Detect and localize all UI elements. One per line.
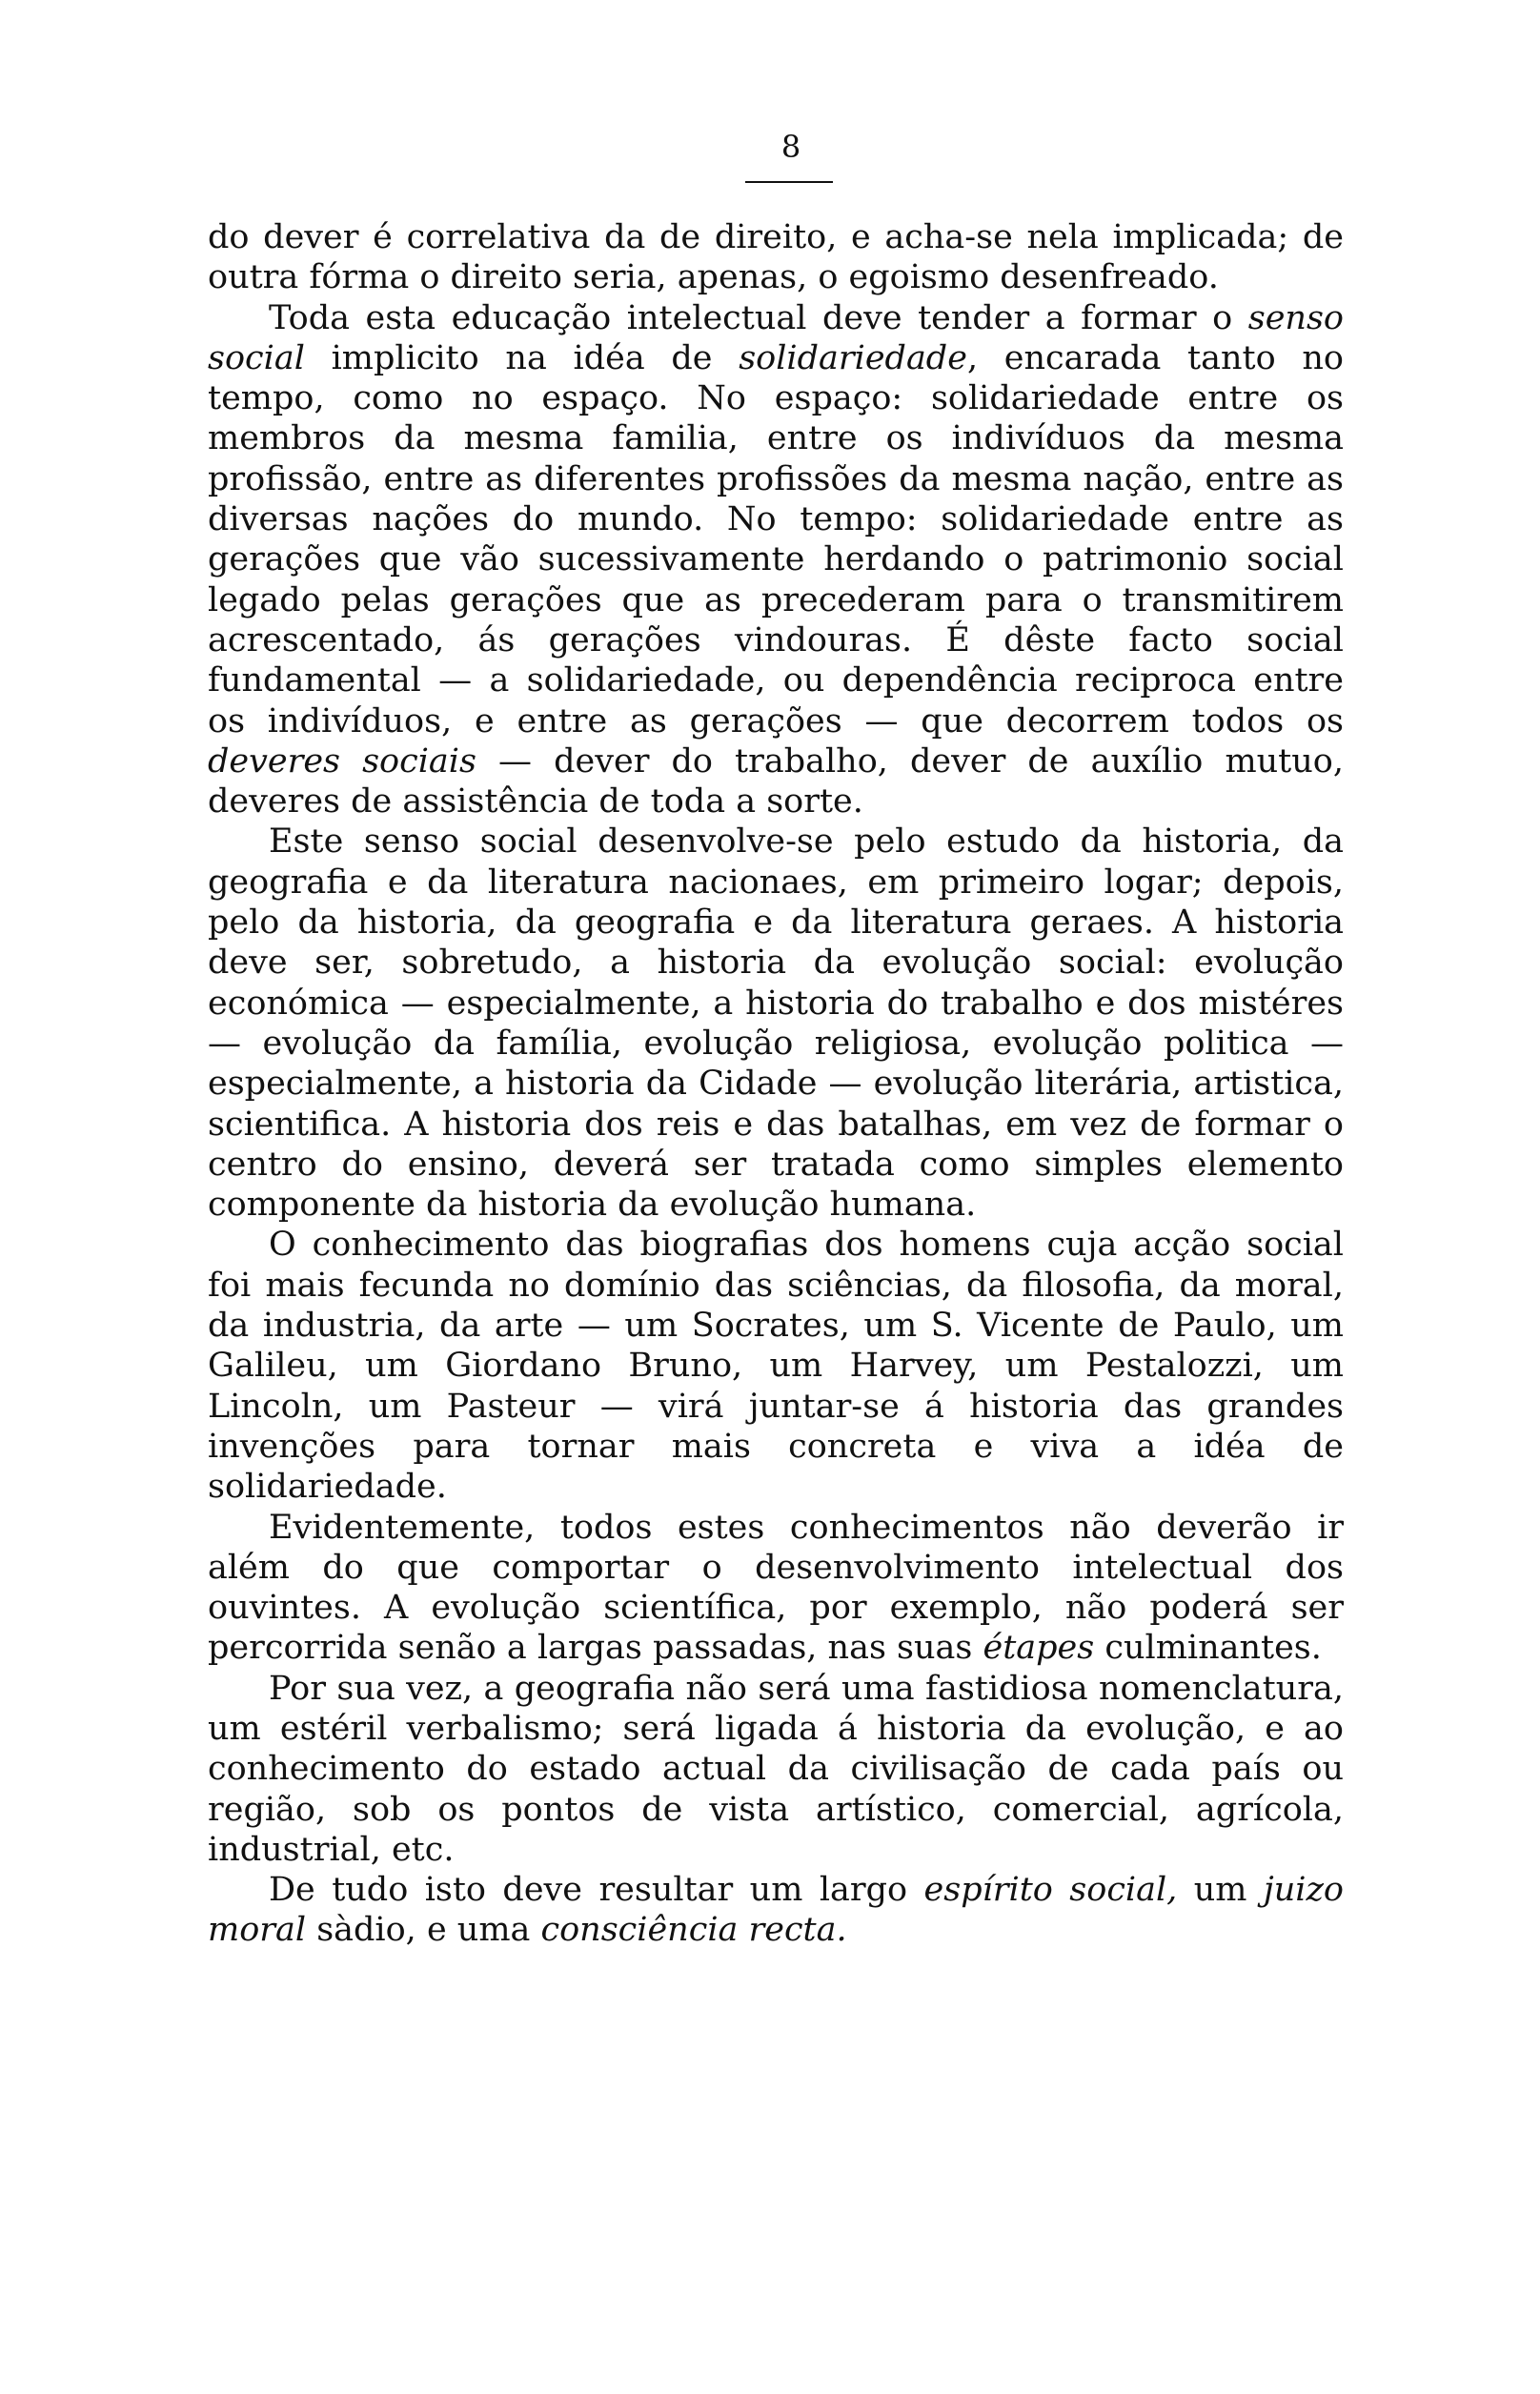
page-number: 8 — [780, 129, 801, 165]
italic-text: deveres sociais — [208, 741, 476, 781]
header-rule — [745, 181, 833, 183]
text-span: De tudo isto deve resultar um largo — [269, 1871, 924, 1910]
text-span: do dever é correlativa da de direito, e acha-se nela implicada; de outra fórma o direito seria, apenas, o egoismo desenfreado. — [208, 218, 1344, 297]
paragraph — [208, 822, 1344, 1225]
italic-text: senso social — [208, 298, 1344, 377]
italic-text: solidariedade — [739, 338, 967, 377]
italic-text: étapes — [983, 1629, 1095, 1668]
italic-text: juizo moral — [208, 1871, 1344, 1950]
paragraph — [208, 1508, 1344, 1669]
text-span: sàdio, e uma — [306, 1911, 541, 1950]
text-span: culminantes. — [1094, 1629, 1322, 1668]
paragraph — [208, 1669, 1344, 1870]
text-span: implicito na idéa de — [304, 338, 740, 377]
text-span: Por sua vez, a geografia não será uma fastidiosa nomenclatura, um estéril verbalismo; será ligada á historia da evolução, e ao conhecimento do estado actual da civilisação de cada país ou região, sob os pontos de vista artístico, comercial, agrícola, industrial, etc. — [208, 1669, 1344, 1869]
text-span: — dever do trabalho, dever de auxílio mutuo, deveres de assistência de toda a sorte. — [208, 741, 1344, 822]
text-span: Evidentemente, todos estes conhecimentos não deverão ir além do que comportar o desenvolvimento intelectual dos ouvintes. A evolução scientífica, por exemplo, não poderá ser percorrida senão a largas passadas, nas suas — [208, 1508, 1344, 1668]
text-span: , encarada tanto no tempo, como no espaço. No espaço: solidariedade entre os membros da mesma familia, entre os indivíduos da mesma profissão, entre as diferentes profissões da mesma nação, entre as diversas nações do mundo. No tempo: solidariedade entre as gerações que vão sucessivamente herdando o patrimonio social legado pelas gerações que as precederam para o transmitirem acrescentado, ás gerações vindouras. É dêste facto social fundamental — a solidariedade, ou dependência reciproca entre os indivíduos, e entre as gerações — que decorrem todos os — [208, 338, 1344, 741]
paragraph — [208, 298, 1344, 822]
paragraph — [208, 217, 1344, 298]
text-span: um — [1177, 1871, 1264, 1910]
text-span: Este senso social desenvolve-se pelo estudo da historia, da geografia e da literatura nacionaes, em primeiro logar; depois, pelo da historia, da geografia e da literatura geraes. A historia deve ser, sobretudo, a historia da evolução social: evolução económica — especialmente, a historia do trabalho e dos mistéres — evolução da família, evolução religiosa, evolução politica — especialmente, a historia da Cidade — evolução literária, artistica, scientifica. A historia dos reis e das batalhas, em vez de formar o centro do ensino, deverá ser tratada como simples elemento componente da historia da evolução humana. — [208, 822, 1344, 1225]
text-span: O conhecimento das biografias dos homens cuja acção social foi mais fecunda no domínio das sciências, da filosofia, da moral, da industria, da arte — um Socrates, um S. Vicente de Paulo, um Galileu, um Giordano Bruno, um Harvey, um Pestalozzi, um Lincoln, um Pasteur — virá juntar-se á historia das grandes invenções para tornar mais concreta e viva a idéa de solidariedade. — [208, 1226, 1344, 1507]
body-text — [208, 217, 1344, 1951]
paragraph — [208, 1225, 1344, 1507]
paragraph — [208, 1870, 1344, 1951]
text-span: Toda esta educação intelectual deve tender a formar o — [269, 298, 1248, 337]
italic-text: consciência recta. — [540, 1911, 847, 1950]
italic-text: espírito social, — [923, 1871, 1178, 1910]
